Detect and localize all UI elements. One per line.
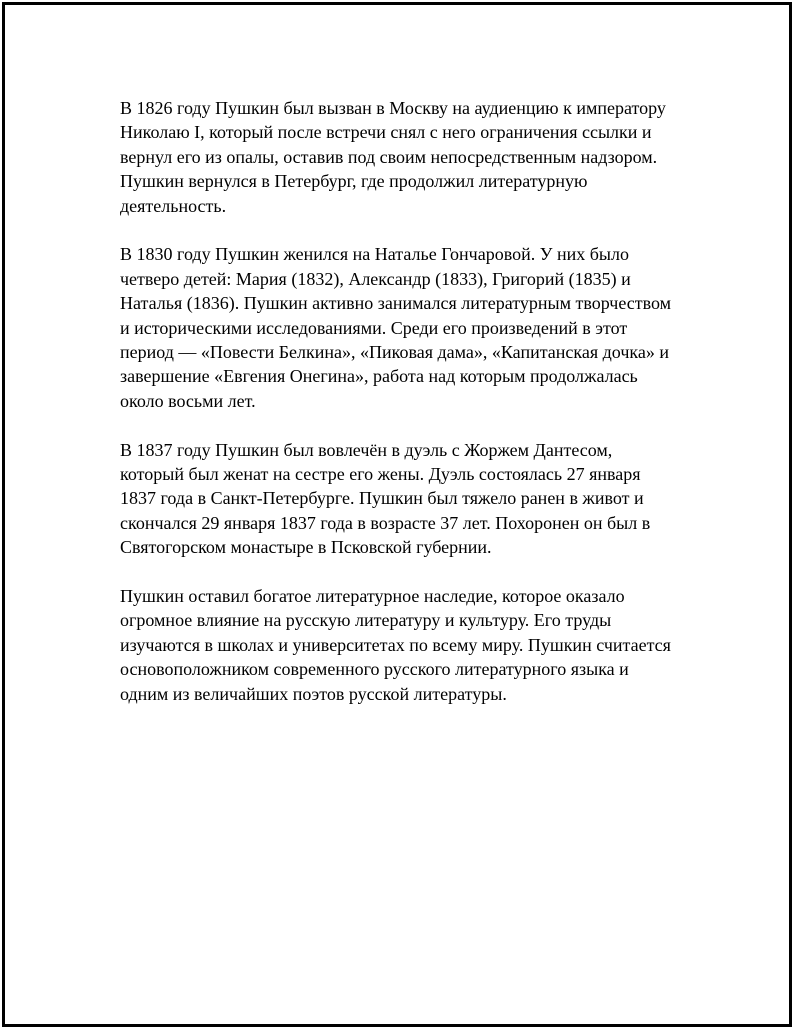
paragraph-4: [120, 584, 700, 706]
paragraph-3: [120, 438, 700, 560]
document-page: [2, 2, 792, 1027]
paragraph-1: [120, 96, 700, 218]
paragraph-line: Пушкин оставил богатое литературное наследие, которое оказало: [120, 586, 625, 607]
paragraph-line: период — «Повести Белкина», «Пиковая дама», «Капитанская дочка» и: [120, 342, 669, 363]
paragraph-line: Пушкин вернулся в Петербург, где продолжил литературную: [120, 171, 588, 192]
paragraph-line: и историческими исследованиями. Среди его произведений в этот: [120, 317, 628, 338]
paragraph-line: вернул его из опалы, оставив под своим непосредственным надзором.: [120, 146, 658, 167]
paragraph-line: 1837 года в Санкт-Петербурге. Пушкин был тяжело ранен в живот и: [120, 488, 644, 509]
paragraph-line: деятельность.: [120, 195, 227, 216]
document-body: [120, 96, 700, 731]
paragraph-line: который был женат на сестре его жены. Дуэль состоялась 27 января: [120, 464, 641, 485]
paragraph-line: Святогорском монастыре в Псковской губернии.: [120, 537, 492, 558]
paragraph-line: В 1830 году Пушкин женился на Наталье Гончаровой. У них было: [120, 244, 629, 265]
paragraph-line: огромное влияние на русскую литературу и культуру. Его труды: [120, 610, 612, 631]
paragraph-line: Николаю I, который после встречи снял с него ограничения ссылки и: [120, 122, 652, 143]
paragraph-2: [120, 242, 700, 413]
paragraph-line: В 1826 году Пушкин был вызван в Москву на аудиенцию к императору: [120, 98, 666, 118]
paragraph-line: скончался 29 января 1837 года в возрасте 37 лет. Похоронен он был в: [120, 512, 651, 533]
paragraph-line: около восьми лет.: [120, 390, 256, 411]
paragraph-line: четверо детей: Мария (1832), Александр (1833), Григорий (1835) и: [120, 268, 631, 289]
paragraph-line: одним из величайших поэтов русской литературы.: [120, 683, 507, 704]
paragraph-line: основоположником современного русского литературного языка и: [120, 659, 629, 680]
paragraph-line: Наталья (1836). Пушкин активно занимался литературным творчеством: [120, 293, 672, 314]
paragraph-line: В 1837 году Пушкин был вовлечён в дуэль с Жоржем Дантесом,: [120, 439, 613, 460]
paragraph-line: завершение «Евгения Онегина», работа над которым продолжалась: [120, 366, 638, 387]
paragraph-line: изучаются в школах и университетах по всему миру. Пушкин считается: [120, 634, 671, 655]
